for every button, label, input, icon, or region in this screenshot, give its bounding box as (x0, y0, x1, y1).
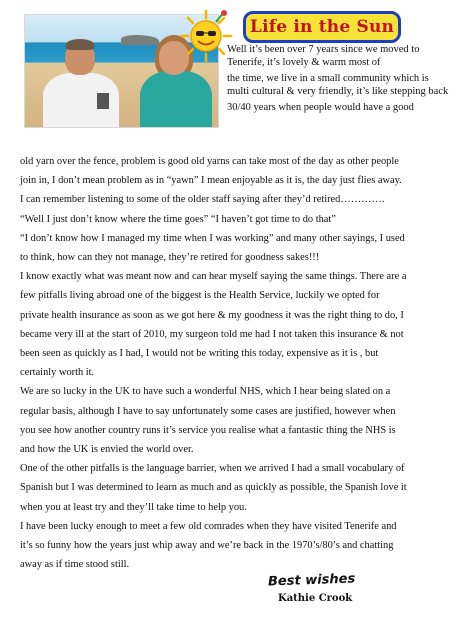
article-line: I know exactly what was meant now and can hear myself saying the same things. There are a (20, 271, 407, 283)
article-line: away as if time stood still. (20, 559, 130, 571)
article-line: when you at least try and they’ll take time to help you. (20, 501, 247, 513)
signoff: Best wishes (267, 571, 356, 590)
author-name: Kathie Crook (278, 593, 353, 604)
article-line: I have been lucky enough to meet a few old comrades when they have visited Tenerife and (20, 520, 397, 532)
article-body (20, 152, 446, 574)
article-line: We are so lucky in the UK to have such a wonderful NHS, which I hear being slated on a (20, 386, 391, 398)
intro-paragraph: 30/40 years when people would have a good (227, 102, 414, 113)
photo-man-hair (66, 39, 94, 50)
article-line: “Well I just don’t know where the time goes” “I haven’t got time to do that” (20, 213, 336, 225)
article-line: join in, I don’t mean problem as in “yawn” I mean enjoyable as it is, the day just flies away. (20, 175, 402, 187)
photo-man-pocket (97, 93, 109, 109)
photo-woman-body (140, 71, 212, 128)
intro-paragraph: the time, we live in a small community which is multi cultural & very friendly, it’s like stepping back (227, 73, 449, 97)
sun-cocktail-icon (178, 8, 234, 64)
article-line: and how the UK is envied the world over. (20, 444, 194, 456)
article-line: certainly worth it. (20, 367, 95, 379)
intro-text (227, 44, 449, 119)
article-line: few pitfalls living abroad one of the biggest is the Health Service, luckily we opted for (20, 290, 380, 302)
article-line: One of the other pitfalls is the language barrier, when we arrived I had a small vocabulary of (20, 463, 405, 475)
article-line: regular basis, although I have to say unfortunately some cases are justified, however when (20, 405, 396, 417)
page-title: Life in the Sun (249, 17, 395, 37)
article-line: to think, how can they not manage, they’re retired for goodness sakes!!! (20, 252, 320, 264)
article-line: old yarn over the fence, problem is good old yarns can take most of the day as other people (20, 156, 399, 167)
title-banner (243, 11, 401, 43)
photo-rock (121, 35, 159, 45)
article-line: it’s so funny how the years just whip away and we’re back in the 1970’s/80’s and chatting (20, 540, 394, 552)
article-line: “I don’t know how I managed my time when I was working” and many other sayings, I used (20, 232, 405, 244)
article-line: you see how another country runs it’s service you realise what a fantastic thing the NHS is (20, 424, 396, 436)
article-line: been seen as quickly as I had, I would not be writing this today, expensive as it is , but (20, 348, 379, 360)
article-line: private health insurance as soon as we got here & my goodness it was the right thing to do, I (20, 309, 404, 321)
article-line: Spanish but I was determined to learn as much and as quickly as possible, the Spanish love it (20, 482, 407, 494)
intro-paragraph: Well it’s been over 7 years since we moved to Tenerife, it’s lovely & warm most of (227, 44, 420, 68)
article-line: became very ill at the start of 2010, my surgeon told me had I not taken this insurance & not (20, 328, 404, 340)
article-line: I can remember listening to some of the older staff saying after they’d retired…………. (20, 194, 385, 206)
